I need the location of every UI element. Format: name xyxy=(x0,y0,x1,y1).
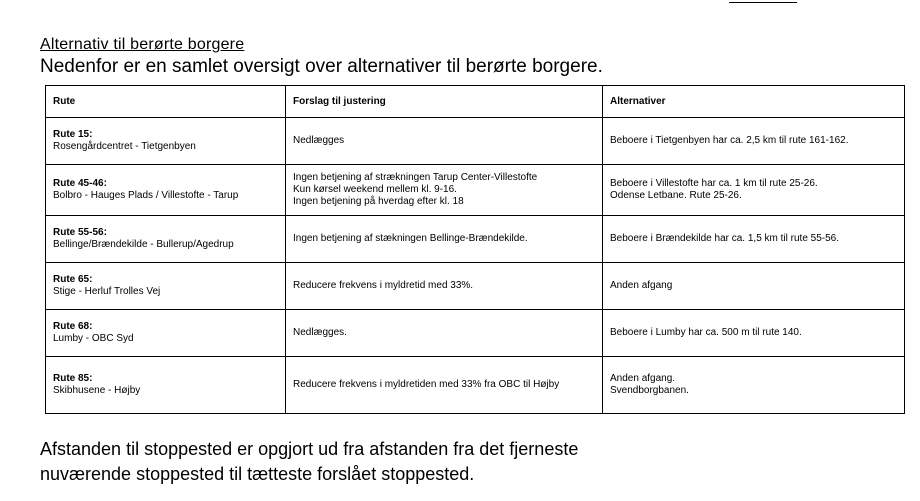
header-rute: Rute xyxy=(46,86,286,118)
routes-table xyxy=(45,85,905,414)
proposal-line: Nedlægges. xyxy=(293,327,347,338)
proposal-cell xyxy=(286,310,603,357)
route-number: Rute 68: xyxy=(53,321,93,332)
route-cell xyxy=(46,263,286,310)
alternative-line: Beboere i Lumby har ca. 500 m til rute 140. xyxy=(610,327,802,338)
proposal-line: Reducere frekvens i myldretiden med 33% fra OBC til Højby xyxy=(293,379,560,390)
route-cell xyxy=(46,216,286,263)
route-number: Rute 45-46: xyxy=(53,178,107,189)
alternative-cell xyxy=(603,165,905,216)
alternative-cell xyxy=(603,357,905,414)
alternative-line: Beboere i Brændekilde har ca. 1,5 km til rute 55-56. xyxy=(610,233,840,244)
table-row xyxy=(46,310,905,357)
proposal-cell xyxy=(286,216,603,263)
top-divider xyxy=(729,2,797,3)
proposal-line: Reducere frekvens i myldretid med 33%. xyxy=(293,280,474,291)
route-cell xyxy=(46,310,286,357)
alternative-cell xyxy=(603,310,905,357)
table-row xyxy=(46,118,905,165)
alternative-line: Odense Letbane. Rute 25-26. xyxy=(610,190,742,201)
alternative-line: Beboere i Tietgenbyen har ca. 2,5 km til rute 161-162. xyxy=(610,135,849,146)
proposal-cell xyxy=(286,165,603,216)
proposal-cell xyxy=(286,263,603,310)
alternative-line: Svendborgbanen. xyxy=(610,385,689,396)
proposal-line: Ingen betjening af strækningen Tarup Center-Villestofte xyxy=(293,172,538,183)
section-heading: Alternativ til berørte borgere xyxy=(40,36,245,53)
table-row xyxy=(46,165,905,216)
alternative-cell xyxy=(603,216,905,263)
route-number: Rute 55-56: xyxy=(53,227,107,238)
route-number: Rute 85: xyxy=(53,373,93,384)
intro-text: Nedenfor er en samlet oversigt over alternativer til berørte borgere. xyxy=(40,56,603,77)
route-stretch: Bellinge/Brændekilde - Bullerup/Agedrup xyxy=(53,239,234,250)
proposal-cell xyxy=(286,357,603,414)
route-cell xyxy=(46,357,286,414)
route-stretch: Stige - Herluf Trolles Vej xyxy=(53,286,161,297)
route-stretch: Rosengårdcentret - Tietgenbyen xyxy=(53,141,196,152)
footnote xyxy=(40,437,578,487)
table-row xyxy=(46,216,905,263)
proposal-line: Nedlægges xyxy=(293,135,345,146)
proposal-line: Ingen betjening på hverdag efter kl. 18 xyxy=(293,196,464,207)
route-stretch: Bolbro - Hauges Plads / Villestofte - Tarup xyxy=(53,190,239,201)
table-header-row xyxy=(46,86,905,118)
route-cell xyxy=(46,165,286,216)
alternative-line: Anden afgang. xyxy=(610,373,676,384)
proposal-line: Kun kørsel weekend mellem kl. 9-16. xyxy=(293,184,457,195)
footnote-line: Afstanden til stoppested er opgjort ud fra afstanden fra det fjerneste xyxy=(40,439,579,459)
table-row xyxy=(46,357,905,414)
alternative-cell xyxy=(603,263,905,310)
route-number: Rute 65: xyxy=(53,274,93,285)
header-forslag: Forslag til justering xyxy=(286,86,603,118)
header-alternativer: Alternativer xyxy=(603,86,905,118)
route-stretch: Skibhusene - Højby xyxy=(53,385,141,396)
proposal-cell xyxy=(286,118,603,165)
table-row xyxy=(46,263,905,310)
route-stretch: Lumby - OBC Syd xyxy=(53,333,134,344)
alternative-cell xyxy=(603,118,905,165)
alternative-line: Anden afgang xyxy=(610,280,673,291)
proposal-line: Ingen betjening af stækningen Bellinge-Brændekilde. xyxy=(293,233,528,244)
route-cell xyxy=(46,118,286,165)
route-number: Rute 15: xyxy=(53,129,93,140)
footnote-line: nuværende stoppested til tætteste forslået stoppested. xyxy=(40,464,475,484)
alternative-line: Beboere i Villestofte har ca. 1 km til rute 25-26. xyxy=(610,178,818,189)
